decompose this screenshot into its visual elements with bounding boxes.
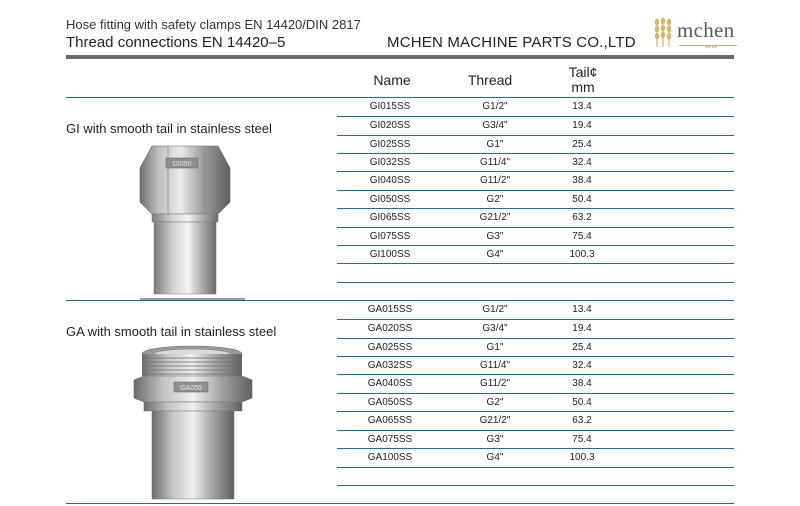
wheat-icon <box>651 16 675 48</box>
cell-thread: G11/4" <box>479 157 511 168</box>
table-row <box>337 117 734 135</box>
cell-tail: 38.4 <box>572 175 592 186</box>
table-row <box>337 209 734 227</box>
table-row <box>337 191 734 209</box>
cell-tail: 13.4 <box>572 304 592 315</box>
table-row <box>337 228 734 246</box>
table-row <box>337 357 734 375</box>
cell-name: GI032SS <box>369 157 411 168</box>
cell-thread: G1" <box>486 139 504 150</box>
ga-engraving: GA050 <box>180 385 202 392</box>
cell-name: GI050SS <box>369 194 411 205</box>
cell-thread: G2" <box>486 194 504 205</box>
cell-name: GA025SS <box>367 342 413 353</box>
column-header-tail <box>548 65 618 95</box>
header-divider <box>66 55 734 59</box>
table-row <box>337 98 734 116</box>
table-row <box>337 412 734 430</box>
cell-name: GA050SS <box>367 397 413 408</box>
logo-subtext: mchen <box>705 44 718 49</box>
cell-thread: G3/4" <box>482 323 508 334</box>
cell-tail: 75.4 <box>572 231 592 242</box>
logo-wordmark: mchen <box>677 18 735 42</box>
bottom-divider <box>66 503 734 504</box>
cell-name: GA100SS <box>367 452 413 463</box>
row-divider <box>337 263 734 264</box>
cell-thread: G1/2" <box>482 304 508 315</box>
cell-tail: 100.3 <box>569 452 595 463</box>
cell-tail: 25.4 <box>572 342 592 353</box>
cell-tail: 75.4 <box>572 434 592 445</box>
table-row <box>337 339 734 357</box>
cell-thread: G21/2" <box>479 212 511 223</box>
cell-tail: 50.4 <box>572 397 592 408</box>
cell-thread: G3" <box>486 434 504 445</box>
row-divider <box>337 467 734 468</box>
cell-thread: G11/2" <box>479 378 511 389</box>
column-header-thread: Thread <box>467 72 513 88</box>
cell-name: GA075SS <box>367 434 413 445</box>
cell-tail: 63.2 <box>572 212 592 223</box>
gi-engraving: GI050 <box>172 161 192 168</box>
cell-thread: G3" <box>486 231 504 242</box>
cell-thread: G4" <box>486 452 504 463</box>
column-header-tail-unit: mm <box>571 79 595 95</box>
table-row <box>337 375 734 393</box>
table-row <box>337 172 734 190</box>
doc-title-line-2: Thread connections EN 14420–5 <box>66 34 286 51</box>
cell-tail: 13.4 <box>572 101 592 112</box>
section-label-ga: GA with smooth tail in stainless steel <box>66 324 277 339</box>
cell-tail: 32.4 <box>572 157 592 168</box>
row-divider <box>337 485 734 486</box>
cell-tail: 19.4 <box>572 323 592 334</box>
ga-fitting-photo <box>130 342 260 502</box>
doc-title-line-1: Hose fitting with safety clamps EN 14420/DIN 2817 <box>66 17 361 32</box>
cell-tail: 100.3 <box>569 249 595 260</box>
column-header-tail-label: Tail¢ <box>568 64 598 80</box>
table-row <box>337 431 734 449</box>
row-divider <box>337 282 734 283</box>
cell-thread: G11/2" <box>479 175 511 186</box>
cell-tail: 63.2 <box>572 415 592 426</box>
column-header-name: Name <box>373 72 411 88</box>
section-label-gi: GI with smooth tail in stainless steel <box>66 121 272 136</box>
cell-name: GI040SS <box>369 175 411 186</box>
table-row <box>337 320 734 338</box>
cell-tail: 19.4 <box>572 120 592 131</box>
cell-thread: G3/4" <box>482 120 508 131</box>
cell-tail: 32.4 <box>572 360 592 371</box>
cell-thread: G1/2" <box>482 101 508 112</box>
table-row <box>337 394 734 412</box>
cell-thread: G1" <box>486 342 504 353</box>
cell-name: GI075SS <box>369 231 411 242</box>
cell-name: GA020SS <box>367 323 413 334</box>
company-logo <box>651 14 743 50</box>
cell-name: GI025SS <box>369 139 411 150</box>
cell-name: GA032SS <box>367 360 413 371</box>
cell-name: GA015SS <box>367 304 413 315</box>
company-name: MCHEN MACHINE PARTS CO.,LTD <box>387 34 636 51</box>
gi-fitting-photo <box>130 140 245 300</box>
table-row <box>337 301 734 319</box>
cell-tail: 25.4 <box>572 139 592 150</box>
cell-name: GI015SS <box>369 101 411 112</box>
cell-name: GI065SS <box>369 212 411 223</box>
cell-thread: G11/4" <box>479 360 511 371</box>
cell-thread: G2" <box>486 397 504 408</box>
table-row <box>337 154 734 172</box>
cell-name: GI100SS <box>369 249 411 260</box>
cell-name: GI020SS <box>369 120 411 131</box>
cell-thread: G4" <box>486 249 504 260</box>
cell-tail: 50.4 <box>572 194 592 205</box>
table-row <box>337 449 734 467</box>
cell-thread: G21/2" <box>479 415 511 426</box>
table-row <box>337 246 734 264</box>
cell-tail: 38.4 <box>572 378 592 389</box>
cell-name: GA040SS <box>367 378 413 389</box>
table-row <box>337 136 734 154</box>
cell-name: GA065SS <box>367 415 413 426</box>
